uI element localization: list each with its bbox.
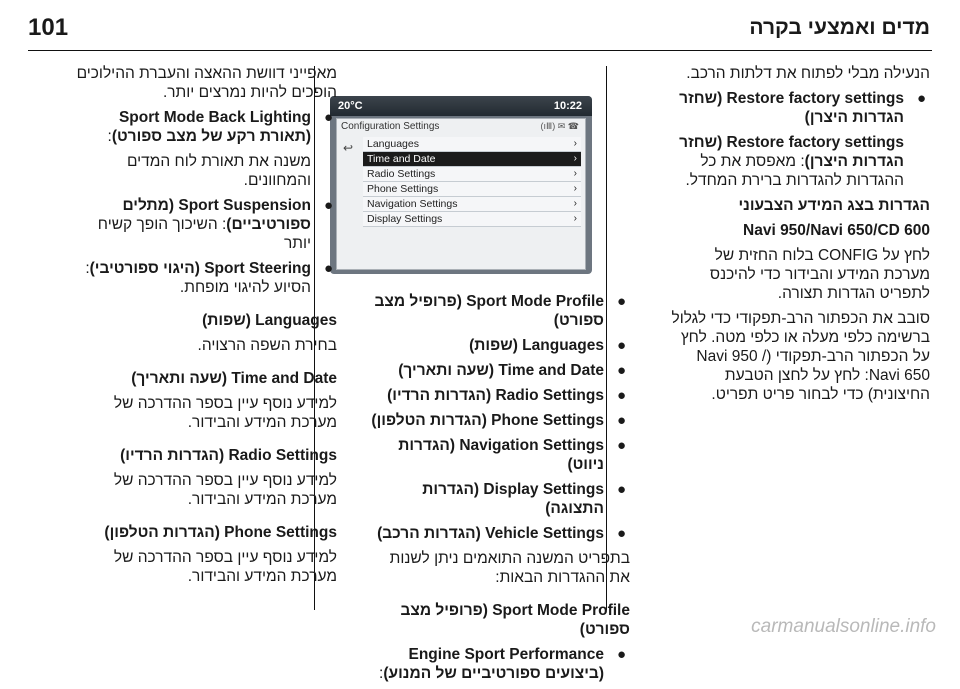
bullet-icon: ●	[616, 412, 626, 429]
left-column	[75, 64, 337, 592]
paragraph: למידע נוסף עיין בספר ההדרכה של מערכת המידע והבידור.	[113, 395, 337, 431]
bullet-title: Engine Sport Performance (ביצועים ספורטיביים של המנוע)	[383, 646, 604, 682]
display-screenshot	[330, 96, 592, 274]
menu-item-label: Navigation Settings	[367, 198, 458, 210]
bullet-icon: ●	[616, 646, 626, 663]
paragraph: למידע נוסף עיין בספר ההדרכה של מערכת המידע והבידור.	[113, 549, 337, 585]
paragraph: הנעילה מבלי לפתוח את דלתות הרכב.	[686, 65, 930, 82]
paragraph: מאפייני דוושת ההאצה והעברת ההילוכים הופכים להיות נמרצים יותר.	[76, 65, 337, 101]
bullet-icon: ●	[616, 337, 626, 354]
bullet-item	[368, 411, 630, 430]
bullet-text: Navigation Settings (הגדרות ניווט)	[398, 437, 604, 473]
status-bar	[330, 96, 592, 116]
inline-term: Restore factory settings (שחזר הגדרות היצרן)	[679, 134, 904, 170]
bullet-icon: ●	[323, 260, 333, 277]
bullet-icon: ●	[616, 387, 626, 404]
bullet-suffix: :	[379, 665, 384, 682]
menu-item-time-and-date[interactable]	[363, 152, 581, 167]
bullet-text: Radio Settings (הגדרות הרדיו)	[387, 387, 604, 404]
middle-column	[368, 292, 630, 689]
bullet-item	[368, 436, 630, 474]
bullet-title: Sport Suspension (מתלים ספורטיביים)	[122, 197, 311, 233]
bullet-icon: ●	[616, 525, 626, 542]
bullet-item	[368, 386, 630, 405]
panel-title	[337, 119, 585, 137]
watermark: carmanualsonline.info	[751, 616, 936, 637]
chevron-right-icon: ›	[573, 153, 577, 164]
subsection-heading: Navi 950/Navi 650/CD 600	[743, 222, 930, 239]
bullet-sport-steering	[75, 259, 337, 297]
menu-item-display-settings[interactable]	[363, 212, 581, 227]
paragraph: בחירת השפה הרצויה.	[197, 337, 337, 354]
bullet-text: Time and Date (שעה ותאריך)	[398, 362, 604, 379]
bullet-icon: ●	[323, 109, 333, 126]
bullet-title: Sport Steering (היגוי ספורטיבי)	[89, 260, 311, 277]
clock-readout: 10:22	[553, 100, 582, 112]
section-heading: Time and Date (שעה ותאריך)	[131, 370, 337, 387]
section-heading: הגדרות בצג המידע הצבעוני	[738, 197, 930, 214]
bullet-text: : הסיוע להיגוי מופחת.	[85, 260, 311, 296]
bullet-text: Vehicle Settings (הגדרות הרכב)	[377, 525, 604, 542]
right-column	[668, 64, 930, 410]
page-number: 101	[28, 14, 69, 41]
chevron-right-icon: ›	[573, 138, 577, 149]
bullet-item	[368, 292, 630, 330]
temperature-readout: 20°C	[338, 100, 363, 112]
back-icon[interactable]: ↩	[343, 141, 354, 155]
bullet-back-lighting	[75, 108, 337, 146]
section-heading: Languages (שפות)	[202, 312, 337, 329]
bullet-text: Languages (שפות)	[469, 337, 604, 354]
status-icons: (ıⅢ) ✉ ☎	[540, 121, 579, 131]
section-heading: Radio Settings (הגדרות הרדיו)	[120, 447, 337, 464]
header-rule	[28, 50, 932, 51]
bullet-title: Restore factory settings (שחזר הגדרות היצרן)	[679, 90, 904, 126]
config-panel	[336, 118, 586, 270]
bullet-text: : השיכוך הופך קשיח יותר	[97, 216, 311, 252]
chevron-right-icon: ›	[573, 213, 577, 224]
bullet-text: Display Settings (הגדרות התצוגה)	[422, 481, 604, 517]
paragraph: בתפריט המשנה התואמים ניתן לשנות את ההגדרות הבאות:	[389, 550, 630, 586]
chevron-right-icon: ›	[573, 168, 577, 179]
bullet-item	[368, 524, 630, 543]
bullet-icon: ●	[616, 362, 626, 379]
paragraph: Navi 650: לחץ על לחצן הטבעת החיצונית) כדי לבחור פריט תפריט.	[711, 367, 930, 403]
menu-item-label: Languages	[367, 138, 419, 150]
bullet-icon: ●	[616, 293, 626, 310]
chevron-right-icon: ›	[573, 198, 577, 209]
header-title: מדים ואמצעי בקרה	[749, 16, 930, 39]
paragraph: לחץ על CONFIG בלוח החזית של מערכת המידע והבידור כדי להיכנס לתפריט הגדרות תצורה.	[709, 247, 930, 302]
page-header	[28, 14, 932, 50]
bullet-restore-factory	[668, 89, 930, 127]
bullet-icon: ●	[323, 197, 333, 214]
menu-item-label: Display Settings	[367, 213, 443, 225]
bullet-item	[368, 361, 630, 380]
menu-item-navigation-settings[interactable]	[363, 197, 581, 212]
panel-title-text: Configuration Settings	[341, 121, 440, 132]
chevron-right-icon: ›	[573, 183, 577, 194]
section-heading: Phone Settings (הגדרות הטלפון)	[104, 524, 337, 541]
section-heading: Sport Mode Profile (פרופיל מצב ספורט)	[400, 602, 630, 638]
paragraph: משנה את תאורת לוח המדים והמחוונים.	[126, 153, 311, 189]
menu-item-label: Radio Settings	[367, 168, 436, 180]
paragraph: סובב את הכפתור הרב-תפקודי כדי לגלול ברשימה כלפי מעלה או כלפי מטה. לחץ על הכפתור הרב-תפקודי (/ Navi 950	[671, 310, 930, 365]
bullet-engine-sport	[368, 645, 630, 683]
bullet-icon: ●	[916, 90, 926, 107]
bullet-item	[368, 336, 630, 355]
bullet-icon: ●	[616, 481, 626, 498]
bullet-item	[368, 480, 630, 518]
menu-item-label: Time and Date	[367, 153, 436, 165]
bullet-title: Sport Mode Back Lighting (תאורת רקע של מצב ספורט)	[111, 109, 311, 145]
inline-text: : מאפסת את כל ההגדרות להגדרות ברירת המחדל.	[685, 153, 904, 189]
bullet-text: Sport Mode Profile (פרופיל מצב ספורט)	[374, 293, 604, 329]
config-list	[363, 137, 581, 227]
menu-item-radio-settings[interactable]	[363, 167, 581, 182]
paragraph	[668, 133, 904, 190]
menu-item-label: Phone Settings	[367, 183, 439, 195]
bullet-icon: ●	[616, 437, 626, 454]
bullet-text: Phone Settings (הגדרות הטלפון)	[371, 412, 604, 429]
bullet-sport-suspension	[75, 196, 337, 253]
paragraph: למידע נוסף עיין בספר ההדרכה של מערכת המידע והבידור.	[113, 472, 337, 508]
bullet-suffix: :	[107, 128, 112, 145]
menu-item-phone-settings[interactable]	[363, 182, 581, 197]
menu-item-languages[interactable]	[363, 137, 581, 152]
